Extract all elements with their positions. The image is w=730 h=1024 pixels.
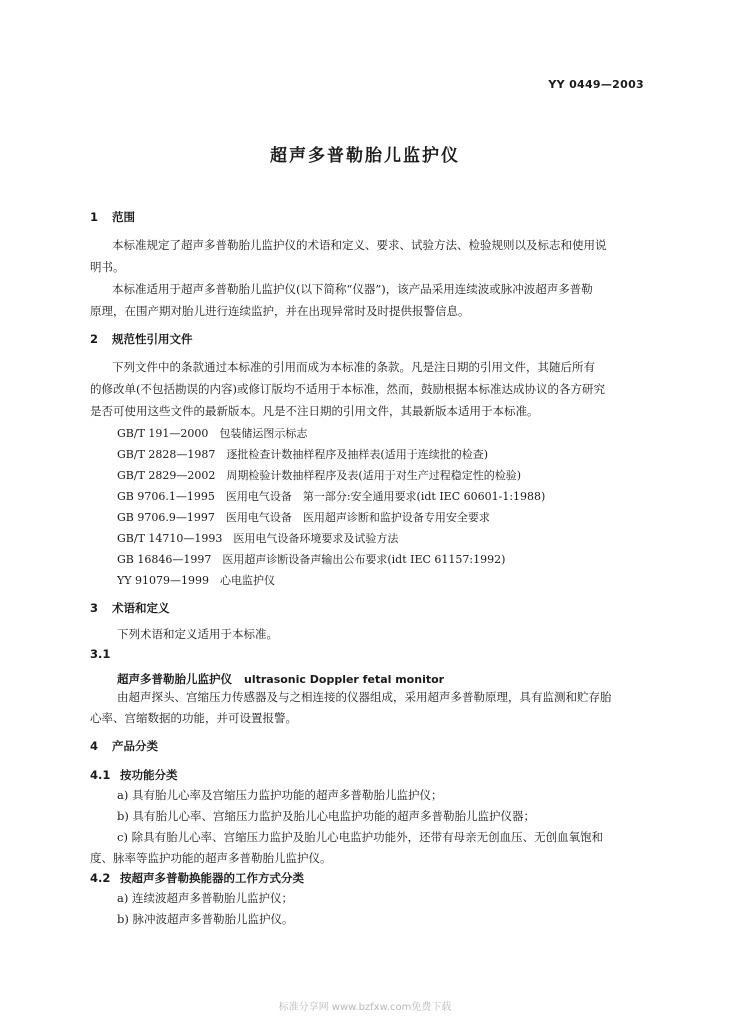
section-number: 1 bbox=[90, 210, 99, 224]
paragraph-line: 原理，在围产期对胎儿进行连续监护，并在出现异常时及时提供报警信息。 bbox=[90, 304, 470, 318]
section-title: 范围 bbox=[112, 210, 135, 224]
section-4-heading bbox=[90, 738, 158, 754]
reference-item: GB/T 14710—1993 医用电气设备环境要求及试验方法 bbox=[117, 532, 399, 545]
list-item: a) 具有胎儿心率及宫缩压力监护功能的超声多普勒胎儿监护仪； bbox=[117, 788, 443, 802]
footer-watermark: 标准分享网 www.bzfxw.com免费下载 bbox=[278, 1002, 452, 1013]
subsection-title: 按功能分类 bbox=[120, 768, 178, 782]
subsection-number: 4.2 bbox=[90, 871, 111, 885]
paragraph-line: 下列文件中的条款通过本标准的引用而成为本标准的条款。凡是注日期的引用文件，其随后所有 bbox=[112, 360, 595, 374]
paragraph-line: 的修改单(不包括勘误的内容)或修订版均不适用于本标准，然而，鼓励根据本标准达成协议的各方研究 bbox=[90, 382, 605, 396]
paragraph-line: 本标准规定了超声多普勒胎儿监护仪的术语和定义、要求、试验方法、检验规则以及标志和使用说 bbox=[112, 238, 607, 252]
subsection-4-1-heading bbox=[90, 767, 178, 783]
section-2-heading bbox=[90, 331, 193, 347]
reference-item: GB/T 191—2000 包装储运图示标志 bbox=[117, 427, 308, 440]
section-number: 4 bbox=[90, 739, 99, 753]
paragraph-line: 明书。 bbox=[90, 260, 125, 274]
document-title: 超声多普勒胎儿监护仪 bbox=[270, 146, 460, 166]
list-item-continuation: 度、脉率等监护功能的超声多普勒胎儿监护仪。 bbox=[90, 851, 332, 865]
subsection-title: 按超声多普勒换能器的工作方式分类 bbox=[120, 871, 304, 885]
section-title: 术语和定义 bbox=[112, 601, 170, 615]
reference-item: GB 16846—1997 医用超声诊断设备声输出公布要求(idt IEC 61157:1992) bbox=[117, 553, 506, 566]
section-title: 规范性引用文件 bbox=[112, 332, 193, 346]
subsection-number: 4.1 bbox=[90, 768, 111, 782]
term-chinese: 超声多普勒胎儿监护仪 bbox=[117, 672, 232, 686]
paragraph-line: 是否可使用这些文件的最新版本。凡是不注日期的引用文件，其最新版本适用于本标准。 bbox=[90, 404, 539, 418]
subsection-number: 3.1 bbox=[90, 647, 111, 661]
list-item: a) 连续波超声多普勒胎儿监护仪； bbox=[117, 891, 293, 905]
reference-item: GB 9706.9—1997 医用电气设备 医用超声诊断和监护设备专用安全要求 bbox=[117, 511, 490, 524]
section-title: 产品分类 bbox=[112, 739, 158, 753]
standard-number: YY 0449—2003 bbox=[548, 78, 644, 91]
list-item: b) 具有胎儿心率、宫缩压力监护及胎儿心电监护功能的超声多普勒胎儿监护仪器； bbox=[117, 809, 535, 823]
reference-item: GB 9706.1—1995 医用电气设备 第一部分:安全通用要求(idt IEC 60601-1:1988) bbox=[117, 490, 546, 503]
term-english: ultrasonic Doppler fetal monitor bbox=[244, 673, 445, 686]
list-item: b) 脉冲波超声多普勒胎儿监护仪。 bbox=[117, 912, 294, 926]
term-entry bbox=[117, 668, 444, 687]
definition-line: 由超声探头、宫缩压力传感器及与之相连接的仪器组成，采用超声多普勒原理，具有监测和贮存胎 bbox=[117, 690, 612, 704]
section-number: 3 bbox=[90, 601, 99, 615]
reference-item: YY 91079—1999 心电监护仪 bbox=[117, 574, 276, 587]
section-number: 2 bbox=[90, 332, 99, 346]
section-3-heading bbox=[90, 600, 170, 616]
subsection-4-2-heading bbox=[90, 870, 304, 886]
paragraph-line: 下列术语和定义适用于本标准。 bbox=[117, 627, 278, 641]
list-item: c) 除具有胎儿心率、宫缩压力监护及胎儿心电监护功能外，还带有母亲无创血压、无创血氧饱和 bbox=[117, 830, 604, 844]
section-1-heading bbox=[90, 209, 135, 225]
reference-item: GB/T 2829—2002 周期检验计数抽样程序及表(适用于对生产过程稳定性的检验) bbox=[117, 469, 521, 482]
reference-item: GB/T 2828—1987 逐批检查计数抽样程序及抽样表(适用于连续批的检查) bbox=[117, 448, 488, 461]
definition-line: 心率、宫缩数据的功能，并可设置报警。 bbox=[90, 711, 297, 725]
paragraph-line: 本标准适用于超声多普勒胎儿监护仪(以下简称“仪器”)，该产品采用连续波或脉冲波超声多普勒 bbox=[112, 282, 593, 296]
